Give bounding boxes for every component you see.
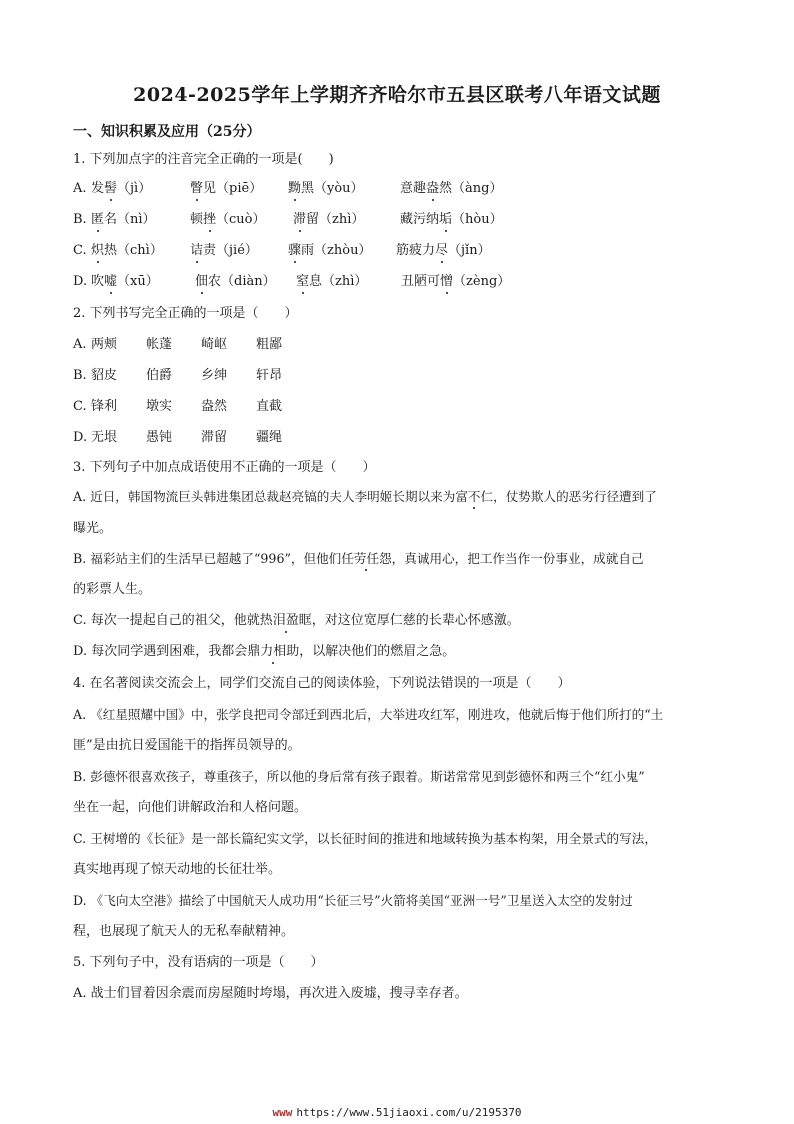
q4-line: 坐在一起，向他们讲解政治和人格问题。 — [73, 800, 308, 815]
question-4-stem: 4. 在名著阅读交流会上，同学们交流自己的阅读体验，下列说法错误的一项是（ ） — [73, 676, 571, 691]
q3-option-b-line-1: B. 福彩站主们的生活早已超越了“996”，但他们任劳任怨，真诚用心，把工作当作一份事业，成就自己 — [73, 551, 644, 566]
footer-watermark — [0, 1106, 794, 1119]
q3-option-c: C. 每次一提起自己的祖父，他就热泪盈眶，对这位宽厚仁慈的长辈心怀感激。 — [73, 613, 520, 628]
footer-url-link[interactable]: https://www.51jiaoxi.com/u/2195370 — [296, 1106, 522, 1119]
q4-line: D. 《飞向太空港》描绘了中国航天人成功用“长征三号”火箭将美国“亚洲一号”卫星送入太空的发射过 — [73, 893, 633, 908]
q4-line: A. 《红星照耀中国》中，张学良把司令部迁到西北后，大举进攻红军，刚进攻，他就后悔于他们所打的“土 — [73, 707, 664, 722]
section-heading: 一、知识积累及应用（25分） — [73, 124, 261, 140]
question-5-stem: 5. 下列句子中，没有语病的一项是（ ） — [73, 955, 324, 970]
q5-option-a: A. 战士们冒着因余震而房屋随时垮塌，再次进入废墟，搜寻幸存者。 — [73, 986, 468, 1001]
question-1-stem: 1. 下列加点字的注音完全正确的一项是( ) — [73, 152, 334, 167]
q4-line: 匪”是由抗日爱国能干的指挥员领导的。 — [73, 738, 301, 753]
question-3-stem: 3. 下列句子中加点成语使用不正确的一项是（ ） — [73, 460, 376, 475]
q3-option-b-line-2: 的彩票人生。 — [73, 582, 152, 597]
q4-line: 真实地再现了惊天动地的长征壮举。 — [73, 862, 282, 877]
exam-page: 2024-2025学年上学期齐齐哈尔市五县区联考八年语文试题 一、知识积累及应用（25分） 1. 下列加点字的注音完全正确的一项是( ) A. 发髻（jì） 瞥见（piē） 黝黑（yòu） 意趣盎然（àng） B. 匿名（nì） 顿挫（cuò） 滞留（zhì） 藏污纳垢（hòu） C. 炽热（chì） 诘责（jié） 骤雨（zhòu） 筋疲力尽（jǐn） D. 吹嘘（xū） 佃农（diàn） 窒息（zhì） 丑陋可憎（zèng） 2. 下列书写完全正确的一项是（ ） A. 两颊 帐蓬 崎岖 粗鄙 B. 貂皮 伯爵 乡绅 轩昂 C. 锋利 墩实 盎然 直截 D. 无垠 愚钝 滞留 疆绳 3. 下列句子中加点成语使用不正确的一项是（ ） A. 近日，韩国物流巨头韩进集团总裁赵亮镐的夫人李明姬长期以来为富不仁，仗势欺人的恶劣行径遭到了 曝光。 B. 福彩站主们的生活早已超越了“996”，但他们任劳任怨，真诚用心，把工作当作一份事业，成就自己 的彩票人生。 C. 每次一提起自己的祖父，他就热泪盈眶，对这位宽厚仁慈的长辈心怀感激。 D. 每次同学遇到困难，我都会鼎力相助，以解决他们的燃眉之急。 4. 在名著阅读交流会上，同学们交流自己的阅读体验，下列说法错误的一项是（ ） A. 《红星照耀中国》中，张学良把司令部迁到西北后，大举进攻红军，刚进攻，他就后悔于他们所打的“土 匪”是由抗日爱国能干的指挥员领导的。 B. 彭德怀很喜欢孩子，尊重孩子，所以他的身后常有孩子跟着。斯诺常常见到彭德怀和两三个“红小鬼” 坐在一起，向他们讲解政治和人格问题。 C. 王树增的《长征》是一部长篇纪实文学，以长征时间的推进和地域转换为基本构架，用全景式的写法， 真实地再现了惊天动地的长征壮举。 D. 《飞向太空港》描绘了中国航天人成功用“长征三号”火箭将美国“亚洲一号”卫星送入太空的发射过 程，也展现了航天人的无私奉献精神。 5. 下列句子中，没有语病的一项是（ ） A. 战士们冒着因余震而房屋随时垮塌，再次进入废墟，搜寻幸存者。 www https://www.51jiaoxi.com/u/2195370 — [0, 0, 794, 1124]
q3-option-a-line-2: 曝光。 — [73, 521, 113, 536]
question-2-stem: 2. 下列书写完全正确的一项是（ ） — [73, 306, 298, 321]
page-title: 2024-2025学年上学期齐齐哈尔市五县区联考八年语文试题 — [133, 84, 661, 106]
site-logo: www — [272, 1106, 293, 1119]
q3-option-d: D. 每次同学遇到困难，我都会鼎力相助，以解决他们的燃眉之急。 — [73, 644, 456, 659]
q4-line: B. 彭德怀很喜欢孩子，尊重孩子，所以他的身后常有孩子跟着。斯诺常常见到彭德怀和两三个“红小鬼” — [73, 769, 645, 784]
q4-line: 程，也展现了航天人的无私奉献精神。 — [73, 924, 295, 939]
q4-line: C. 王树增的《长征》是一部长篇纪实文学，以长征时间的推进和地域转换为基本构架，用全景式的写法， — [73, 831, 657, 846]
q3-option-a-line-1: A. 近日，韩国物流巨头韩进集团总裁赵亮镐的夫人李明姬长期以来为富不仁，仗势欺人的恶劣行径遭到了 — [73, 489, 657, 504]
